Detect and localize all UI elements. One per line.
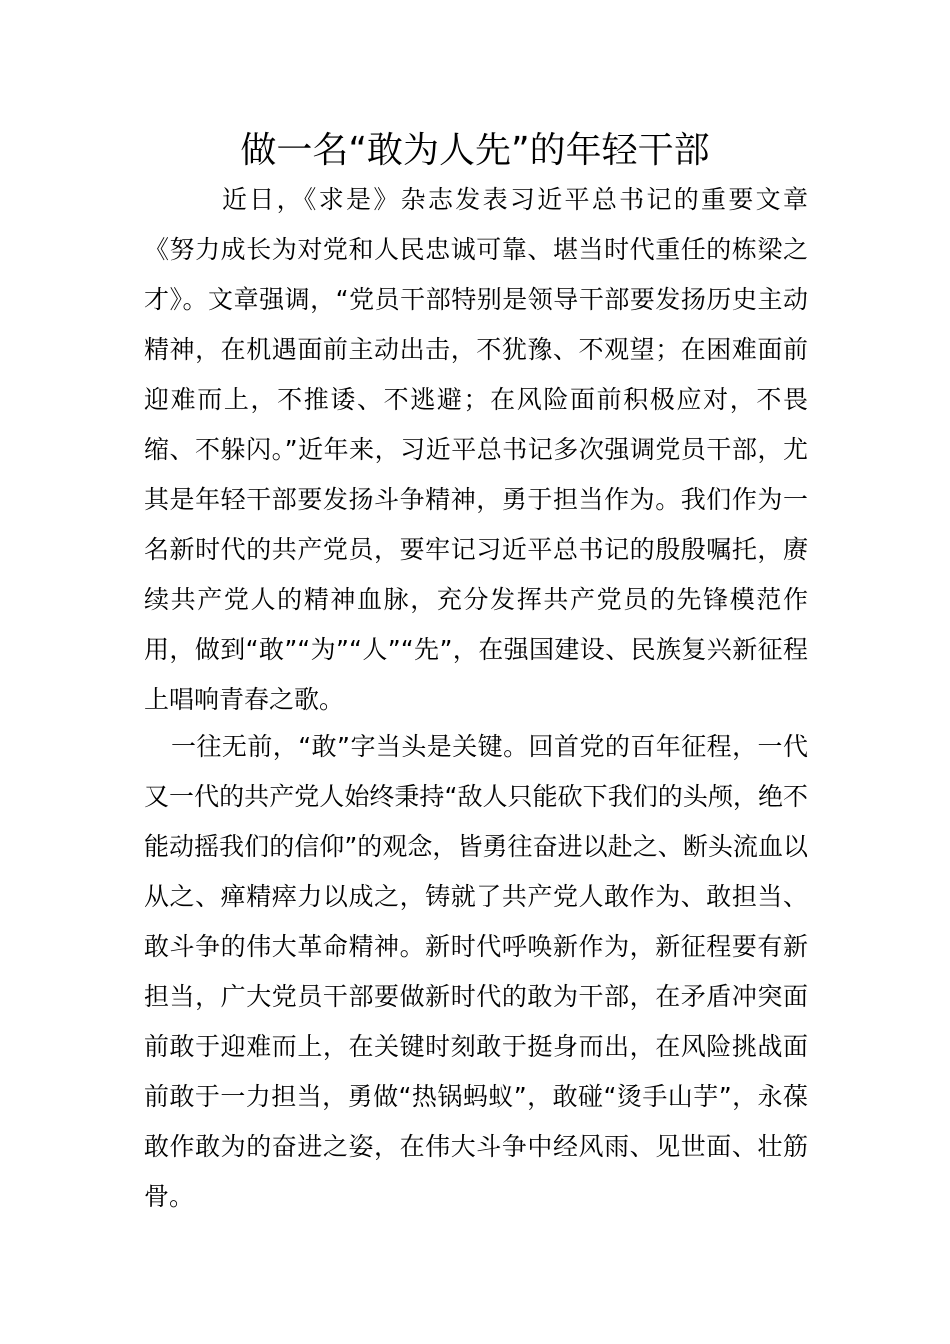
paragraph-1: 近日，《求是》杂志发表习近平总书记的重要文章《努力成长为对党和人民忠诚可靠、堪当时代重任的栋梁之才》。文章强调，“党员干部特别是领导干部要发扬历史主动精神，在机遇面前主动出击，不犹豫、不观望；在困难面前迎难而上，不推诿、不逃避；在风险面前积极应对，不畏缩、不躲闪。”近年来，习近平总书记多次强调党员干部，尤其是年轻干部要发扬斗争精神，勇于担当作为。我们作为一名新时代的共产党员，要牢记习近平总书记的殷殷嘱托，赓续共产党人的精神血脉，充分发挥共产党员的先锋模范作用，做到“敢”“为”“人”“先”，在强国建设、民族复兴新征程上唱响青春之歌。	[144, 185, 808, 714]
paragraph-2: 一往无前，“敢”字当头是关键。回首党的百年征程，一代又一代的共产党人始终秉持“敌人只能砍下我们的头颅，绝不能动摇我们的信仰”的观念，皆勇往奋进以赴之、断头流血以从之、瘅精瘁力以成之，铸就了共产党人敢作为、敢担当、敢斗争的伟大革命精神。新时代呼唤新作为，新征程要有新担当，广大党员干部要做新时代的敢为干部，在矛盾冲突面前敢于迎难而上，在关键时刻敢于挺身而出，在风险挑战面前敢于一力担当，勇做“热锅蚂蚁”，敢碰“烫手山芋”，永葆敢作敢为的奋进之姿，在伟大斗争中经风雨、见世面、壮筋骨。	[144, 732, 808, 1211]
document-title: 做一名“敢为人先”的年轻干部	[240, 130, 710, 171]
